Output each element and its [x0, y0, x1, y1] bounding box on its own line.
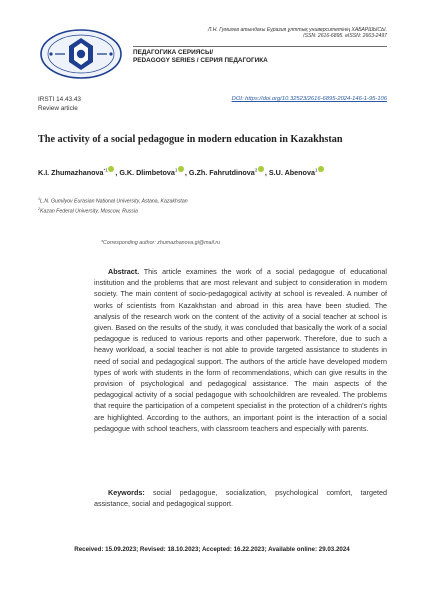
- author-4-sup: 1: [314, 167, 318, 173]
- author-separator: ,: [264, 168, 269, 177]
- abstract-text: This article examines the work of a social pedagogue of educational institution and the problems that are most relevant and subject to consideration in modern society. The main content of socio-pedagogical activity at school is revealed. A number of works of scientists from Kazakhstan and abroad in this area have been studied. The analysis of the research work on the content of the activity of a social teacher at school is given. Based on the results of the study, it was concluded that basically the work of a social pedagogue is reduced to various reports and other paperwork. Therefore, due to such a heavy workload, a social teacher is not able to provide targeted assistance to students in need of social and pedagogical support. The authors of the article have developed modern types of work with students in the form of recommendations, which can give results in the provision of psychological and pedagogical assistance. The main aspects of the pedagogical activity of a social pedagogue with schoolchildren are revealed. The problems that require the participation of a competent specialist in the protection of a children's rights are highlighted. According to the authors, an important point is the interaction of a social pedagogue with school teachers, with classroom teachers and especially with parents.: [94, 267, 387, 433]
- journal-header: [37, 27, 387, 81]
- series-line-1: ПЕДАГОГИКА СЕРИЯСЫ/: [133, 48, 214, 56]
- author-separator: ,: [184, 168, 189, 177]
- affiliation-1-text: L.N. Gumilyov Eurasian National University, Astana, Kazakhstan: [40, 198, 188, 205]
- abstract: [94, 266, 387, 434]
- affiliation-2-sup: 2: [38, 207, 40, 211]
- author-2-name: G.K. Dlimbetova: [119, 168, 175, 177]
- series-line-2: PEDAGOGY SERIES / СЕРИЯ ПЕДАГОГИКА: [133, 57, 268, 65]
- affiliation-1: [38, 197, 188, 205]
- author-3-name: G.Zh. Fahrutdinova: [188, 168, 255, 177]
- keywords-label: Keywords:: [108, 488, 145, 497]
- irsti-code: IRSTI 14.43.43: [38, 96, 81, 103]
- doi-link[interactable]: DOI: https://doi.org/10.32523/2616-6895-2024-146-1-95-106: [231, 96, 387, 102]
- author-1-name: K.I. Zhumazhanova: [38, 168, 104, 177]
- affiliation-2: [38, 207, 138, 215]
- series-title: [133, 46, 387, 66]
- orcid-icon[interactable]: [318, 166, 324, 172]
- publication-dates: Received: 15.09.2023; Revised: 18.10.2023; Accepted: 16.22.2023; Available online: 29.03.2024: [74, 546, 350, 553]
- header-info: [133, 27, 387, 66]
- corresponding-author: *Corresponding author: zhumazhanova.gi@mail.ru: [101, 240, 221, 246]
- article-type: Review article: [38, 105, 78, 112]
- affiliation-2-text: Kazan Federal University, Moscow, Russia: [40, 208, 138, 215]
- affiliation-1-sup: 1: [38, 197, 40, 201]
- author-3-sup: 2: [254, 167, 258, 173]
- author-list: [38, 166, 325, 177]
- orcid-icon[interactable]: [258, 166, 264, 172]
- abstract-label: Abstract.: [108, 267, 140, 276]
- university-line: Л.Н. Гумилев атындағы Еуразия ұлттық университетінің ХАБАРШЫСЫ.: [207, 27, 387, 33]
- issn-line: ISSN: 2616-6895. eISSN: 2663-2497: [303, 33, 387, 40]
- orcid-icon[interactable]: [178, 166, 184, 172]
- author-2-sup: 1: [174, 167, 178, 173]
- journal-logo: [37, 27, 125, 81]
- article-title: The activity of a social pedagogue in modern education in Kazakhstan: [38, 134, 343, 145]
- university-emblem-icon: [37, 27, 125, 81]
- orcid-icon[interactable]: [108, 166, 114, 172]
- author-4-name: S.U. Abenova: [268, 168, 315, 177]
- author-1-sup: *1: [103, 167, 108, 173]
- keywords: [94, 487, 387, 509]
- author-separator: ,: [115, 168, 120, 177]
- keywords-text: social pedagogue, socialization, psychological comfort, targeted assistance, social and pedagogical support.: [94, 488, 388, 509]
